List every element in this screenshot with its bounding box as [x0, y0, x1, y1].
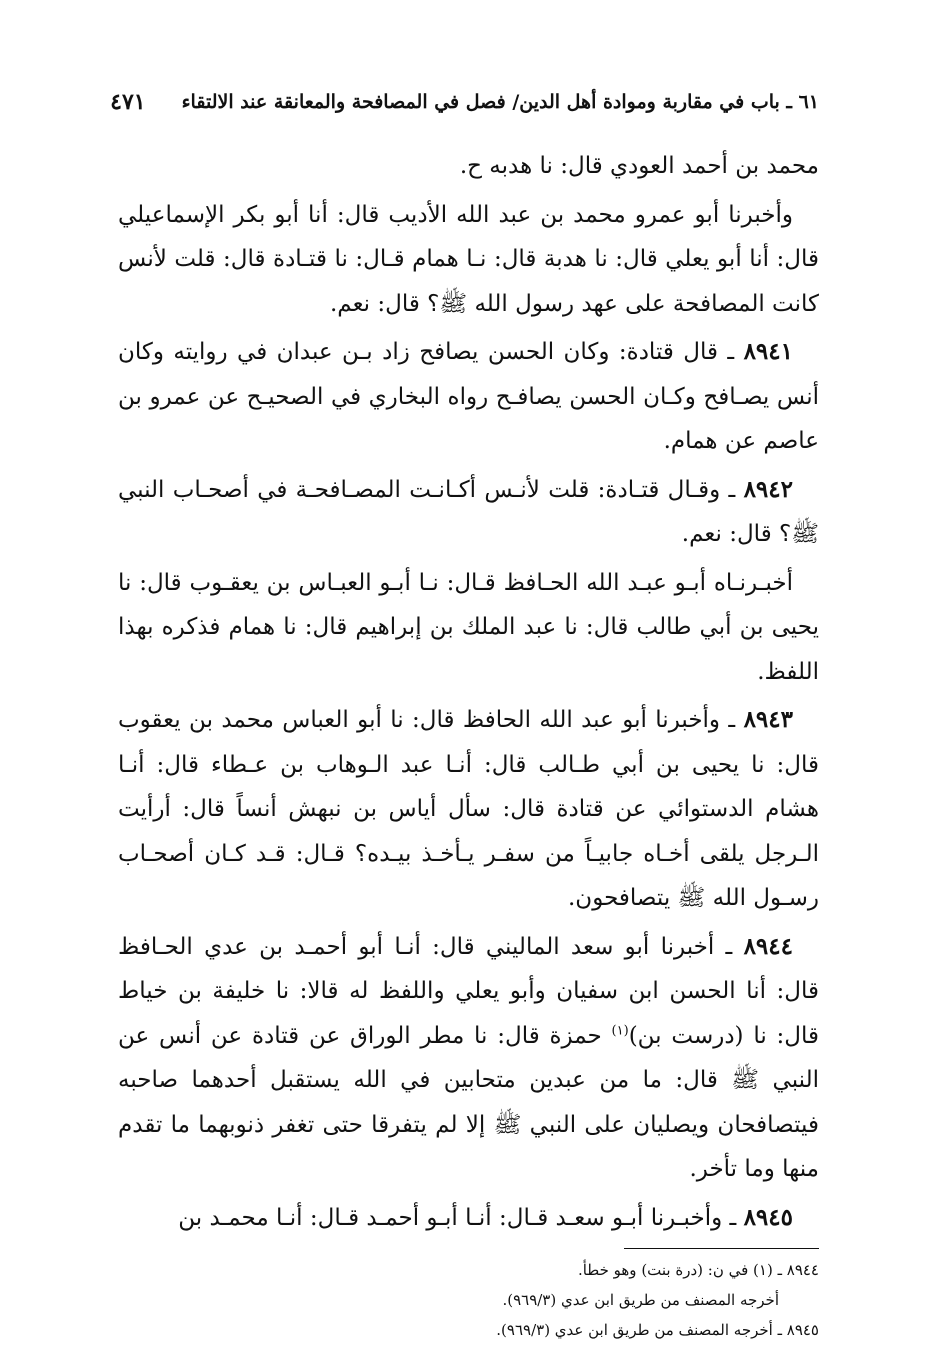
- paragraph-text: وأخبرنا أبو عبد الله الحافظ قال: نا أبو العباس محمد بن يعقوب قال: نا يحيى بن أبي طـالب قال: أنـا عبد الـوهاب بن عـطاء قال: أنـا هشام الدستوائي عن قتادة قال: سأل أياس بن نبهش أنساً قال: أرأيت الـرجل يلقى أخـاه جابيـاً من سفـر يـأخـذ بيـده؟ قـال: قـد كـان أصحـاب رسـول الله ﷺ يتصافحون.: [118, 707, 819, 911]
- footnote-divider: [624, 1248, 819, 1249]
- footnotes: [118, 1255, 819, 1345]
- chapter-title: ٦١ ـ باب في مقاربة وموادة أهل الدين/ فصل في المصافحة والمعانقة عند الالتقاء: [181, 91, 819, 113]
- paragraph-text: وأخبرنا أبو عمرو محمد بن عبد الله الأديب قال: أنا أبو بكر الإسماعيلي قال: أنا أبو يعلي قال: نا هدبة قال: نـا همام قـال: نا قتـادة قال: قلت لأنس كانت المصافحة على عهد رسول الله ﷺ؟ قال: نعم.: [118, 201, 819, 317]
- hadith-number: ٨٩٤١: [743, 338, 793, 365]
- paragraph-text: حمزة قال: نا مطر الوراق عن قتادة عن أنس عن النبي ﷺ قال: ما من عبدين متحابين في الله يستقبل أحدهما صاحبه فيتصافحان ويصليان على النبي ﷺ إلا لم يتفرقا حتى تغفر ذنوبهما ما تقدم منها وما تأخر.: [118, 1022, 819, 1182]
- paragraph-text: وقـال قتـادة: قلت لأنـس أكـانـت المصـافحـة في أصحـاب النبي ﷺ؟ قال: نعم.: [118, 476, 819, 547]
- footnote: ٨٩٤٤ ـ (١) في ن: (درة بنت) وهو خطأ.: [577, 1261, 819, 1279]
- paragraph: [118, 561, 819, 695]
- book-page: [110, 82, 819, 1339]
- paragraph: [118, 144, 819, 189]
- page-number: ٤٧١: [110, 89, 146, 115]
- footnote: أخرجه المصنف من طريق ابن عدي (٩٦٩/٣).: [502, 1291, 779, 1309]
- hadith-8945: ٨٩٤٥ ـ وأخبـرنا أبـو سعـد قـال: أنـا أبـو أحمـد قـال: أنـا محمـد بن: [178, 1203, 793, 1231]
- hadith-number: ٨٩٤٤: [743, 932, 793, 960]
- running-header: [110, 82, 819, 122]
- hadith-8944: ٨٩٤٤ ـ أخبرنا أبو سعد الماليني قال: أنـا أبو أحمـد بن عدي الحـافظ قال: أنا الحسن ابن سفيان وأبو يعلي واللفظ له قالا: نا خليفة بن خياط قال: نا (درست بن)$^{(١)}$ حمزة قال: نا مطر الوراق عن قتادة عن أنس عن النبي ﷺ قال: ما من عبدين متحابين في الله يستقبل أحدهما صاحبه فيتصافحان ويصليان على النبي ﷺ إلا لم يتفرقا حتى تغفر ذنوبهما ما تقدم منها وما تأخر.: [118, 932, 819, 1182]
- hadith-8942: ٨٩٤٢ ـ وقـال قتـادة: قلت لأنـس أكـانـت المصـافحـة في أصحـاب النبي ﷺ؟ قال: نعم.: [118, 475, 819, 547]
- hadith-8943: ٨٩٤٣ ـ وأخبرنا أبو عبد الله الحافظ قال: نا أبو العباس محمد بن يعقوب قال: نا يحيى بن أبي طـالب قال: أنـا عبد الـوهاب بن عـطاء قال: أنـا هشام الدستوائي عن قتادة قال: سأل أياس بن نبهش أنساً قال: أرأيت الـرجل يلقى أخـاه جابيـاً من سفـر يـأخـذ بيـده؟ قـال: قـد كـان أصحـاب رسـول الله ﷺ يتصافحون.: [118, 706, 819, 911]
- paragraph-text: محمد بن أحمد العودي قال: نا هدبه ح.: [459, 153, 819, 179]
- paragraph-text: قال قتادة: وكان الحسن يصافح زاد بـن عبدان في روايته وكان أنس يصـافح وكـان الحسن يصافـح رواه البخاري في الصحيـح عن عمرو بن عاصم عن همام.: [118, 339, 819, 454]
- paragraph-text: أخبـرنـاه أبـو عبـد الله الحـافظ قـال: نـا أبـو العبـاس بن يعقـوب قال: نا يحيى بن أبي طالب قال: نا عبد الملك بن إبراهيم قال: نا همام فذكره بهذا اللفظ.: [118, 569, 819, 685]
- hadith-8941: ٨٩٤١ ـ قال قتادة: وكان الحسن يصافح زاد بـن عبدان في روايته وكان أنس يصـافح وكـان الحسن يصافـح رواه البخاري في الصحيـح عن عمرو بن عاصم عن همام.: [118, 338, 819, 454]
- paragraph: [118, 193, 819, 327]
- hadith-number: ٨٩٤٥: [743, 1203, 793, 1231]
- hadith-number: ٨٩٤٢: [743, 475, 793, 503]
- paragraph-text: وأخبـرنا أبـو سعـد قـال: أنـا أبـو أحمـد قـال: أنـا محمـد بن: [178, 1204, 723, 1231]
- footnote-ref: (١): [611, 1022, 629, 1038]
- main-text: [118, 144, 819, 1240]
- footnote: ٨٩٤٥ ـ أخرجه المصنف من طريق ابن عدي (٩٦٩/٣).: [496, 1321, 819, 1339]
- paragraph-text: أخبرنا أبو سعد الماليني قال: أنـا أبو أحمـد بن عدي الحـافظ قال: أنا الحسن ابن سفيان وأبو يعلي واللفظ له قالا: نا خليفة بن خياط قال: نا (درست بن): [118, 933, 819, 1049]
- hadith-number: ٨٩٤٣: [743, 706, 793, 733]
